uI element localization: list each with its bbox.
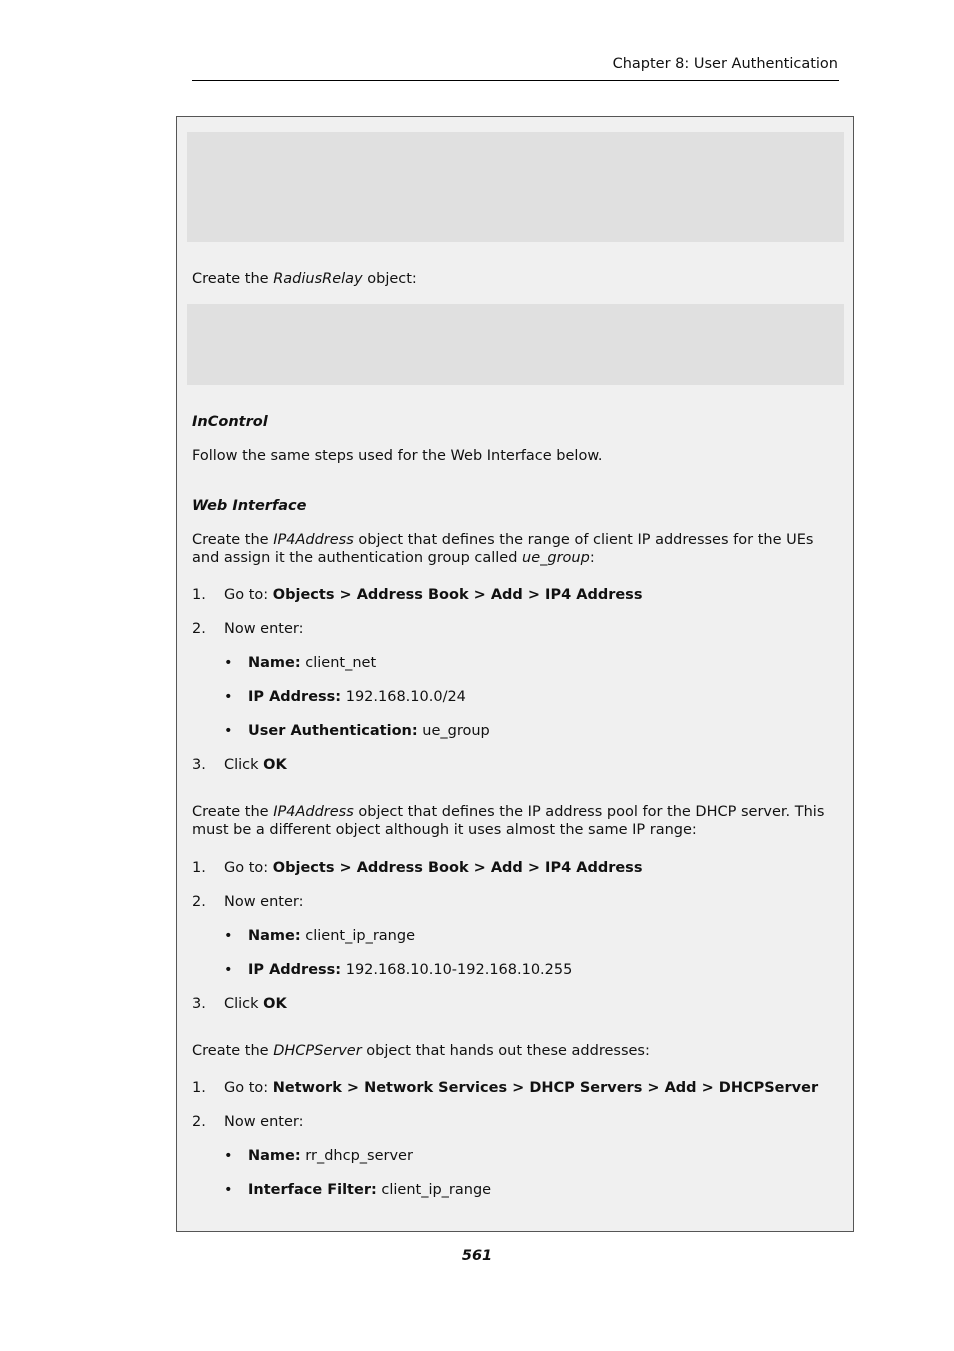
field-ip-address: IP Address: 192.168.10.10-192.168.10.255 <box>248 962 573 978</box>
section1-step1: Go to: Objects > Address Book > Add > IP4 Address <box>224 587 643 603</box>
section3-step1: Go to: Network > Network Services > DHCP Servers > Add > DHCPServer <box>224 1080 819 1096</box>
step-number: 2. <box>192 621 206 637</box>
step-number: 1. <box>192 587 206 603</box>
step-number: 3. <box>192 757 206 773</box>
section3-step2: Now enter: <box>224 1114 304 1130</box>
section2-step3: Click OK <box>224 996 287 1012</box>
step-number: 2. <box>192 1114 206 1130</box>
field-interface-filter: Interface Filter: client_ip_range <box>248 1182 492 1198</box>
header-rule <box>192 80 839 81</box>
step-number: 2. <box>192 894 206 910</box>
bullet: • <box>224 928 233 944</box>
section1-step3: Click OK <box>224 757 287 773</box>
step-number: 1. <box>192 1080 206 1096</box>
field-name: Name: rr_dhcp_server <box>248 1148 413 1164</box>
page-number: 561 <box>461 1248 493 1264</box>
bullet: • <box>224 655 233 671</box>
bullet: • <box>224 1148 233 1164</box>
bullet: • <box>224 723 233 739</box>
step-number: 3. <box>192 996 206 1012</box>
section2-step1: Go to: Objects > Address Book > Add > IP4 Address <box>224 860 643 876</box>
section2-intro: Create the IP4Address object that defines the IP address pool for the DHCP server. This must be a different object although it uses almost the same IP range: <box>192 804 825 838</box>
bullet: • <box>224 1182 233 1198</box>
bullet: • <box>224 962 233 978</box>
web-interface-heading: Web Interface <box>192 498 307 514</box>
section1-intro: Create the IP4Address object that defines the range of client IP addresses for the UEs and assign it the authentication group called ue_group: <box>192 532 814 566</box>
section1-step2: Now enter: <box>224 621 304 637</box>
section2-step2: Now enter: <box>224 894 304 910</box>
field-name: Name: client_net <box>248 655 377 671</box>
incontrol-text: Follow the same steps used for the Web Interface below. <box>192 448 603 464</box>
radius-relay-intro: Create the RadiusRelay object: <box>192 271 417 287</box>
field-user-authentication: User Authentication: ue_group <box>248 723 490 739</box>
bullet: • <box>224 689 233 705</box>
incontrol-heading: InControl <box>192 414 268 430</box>
chapter-header: Chapter 8: User Authentication <box>612 56 838 72</box>
step-number: 1. <box>192 860 206 876</box>
code-block-2 <box>187 304 844 385</box>
field-ip-address: IP Address: 192.168.10.0/24 <box>248 689 466 705</box>
section3-intro: Create the DHCPServer object that hands out these addresses: <box>192 1043 650 1059</box>
code-block-1 <box>187 132 844 242</box>
field-name: Name: client_ip_range <box>248 928 416 944</box>
